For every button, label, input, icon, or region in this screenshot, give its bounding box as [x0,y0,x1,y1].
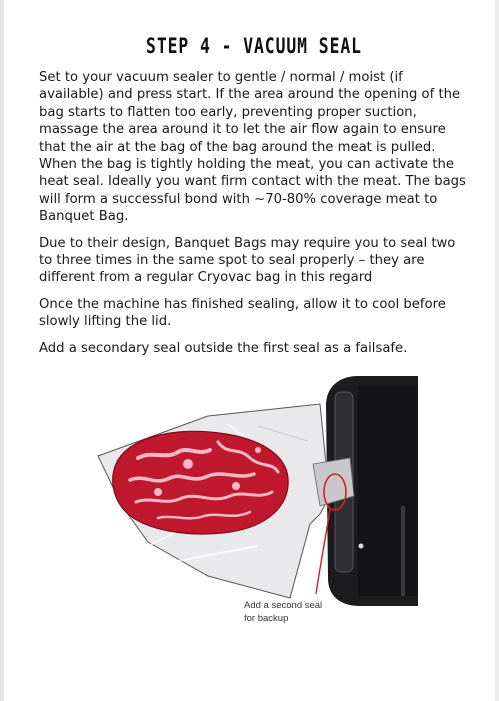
right-page-edge [495,0,499,701]
callout-caption-line2: for backup [244,613,289,624]
paragraph-secondary-seal: Add a secondary seal outside the first seal as a failsafe. [39,340,408,356]
step-title: STEP 4 - VACUUM SEAL [146,34,362,58]
left-page-edge [0,0,4,701]
paragraph-cool-down: Once the machine has finished sealing, allow it to cool before slowly lifting the lid. [39,296,446,330]
instructions [39,69,469,366]
paragraph-seal-multiple-times: Due to their design, Banquet Bags may require you to seal two to three times in the same spot to seal properly – they are different from a regular Cryovac bag in this regard [39,235,456,286]
paragraph-sealer-settings: Set to your vacuum sealer to gentle / normal / moist (if available) and press start. If the area around the opening of the bag starts to flatten too early, preventing proper suction, massage the area around it to let the air flow again to ensure that the air at the bag of the bag around the meat is pulled. When the bag is tightly holding the meat, you can activate the heat seal. Ideally you want firm contact with the meat. The bags will form a successful bond with ~70-80% coverage meat to Banquet Bag. [39,70,466,225]
vacuum-seal-illustration [58,346,418,646]
callout-caption-line1: Add a second seal [244,600,323,611]
meat-cut [113,431,288,534]
